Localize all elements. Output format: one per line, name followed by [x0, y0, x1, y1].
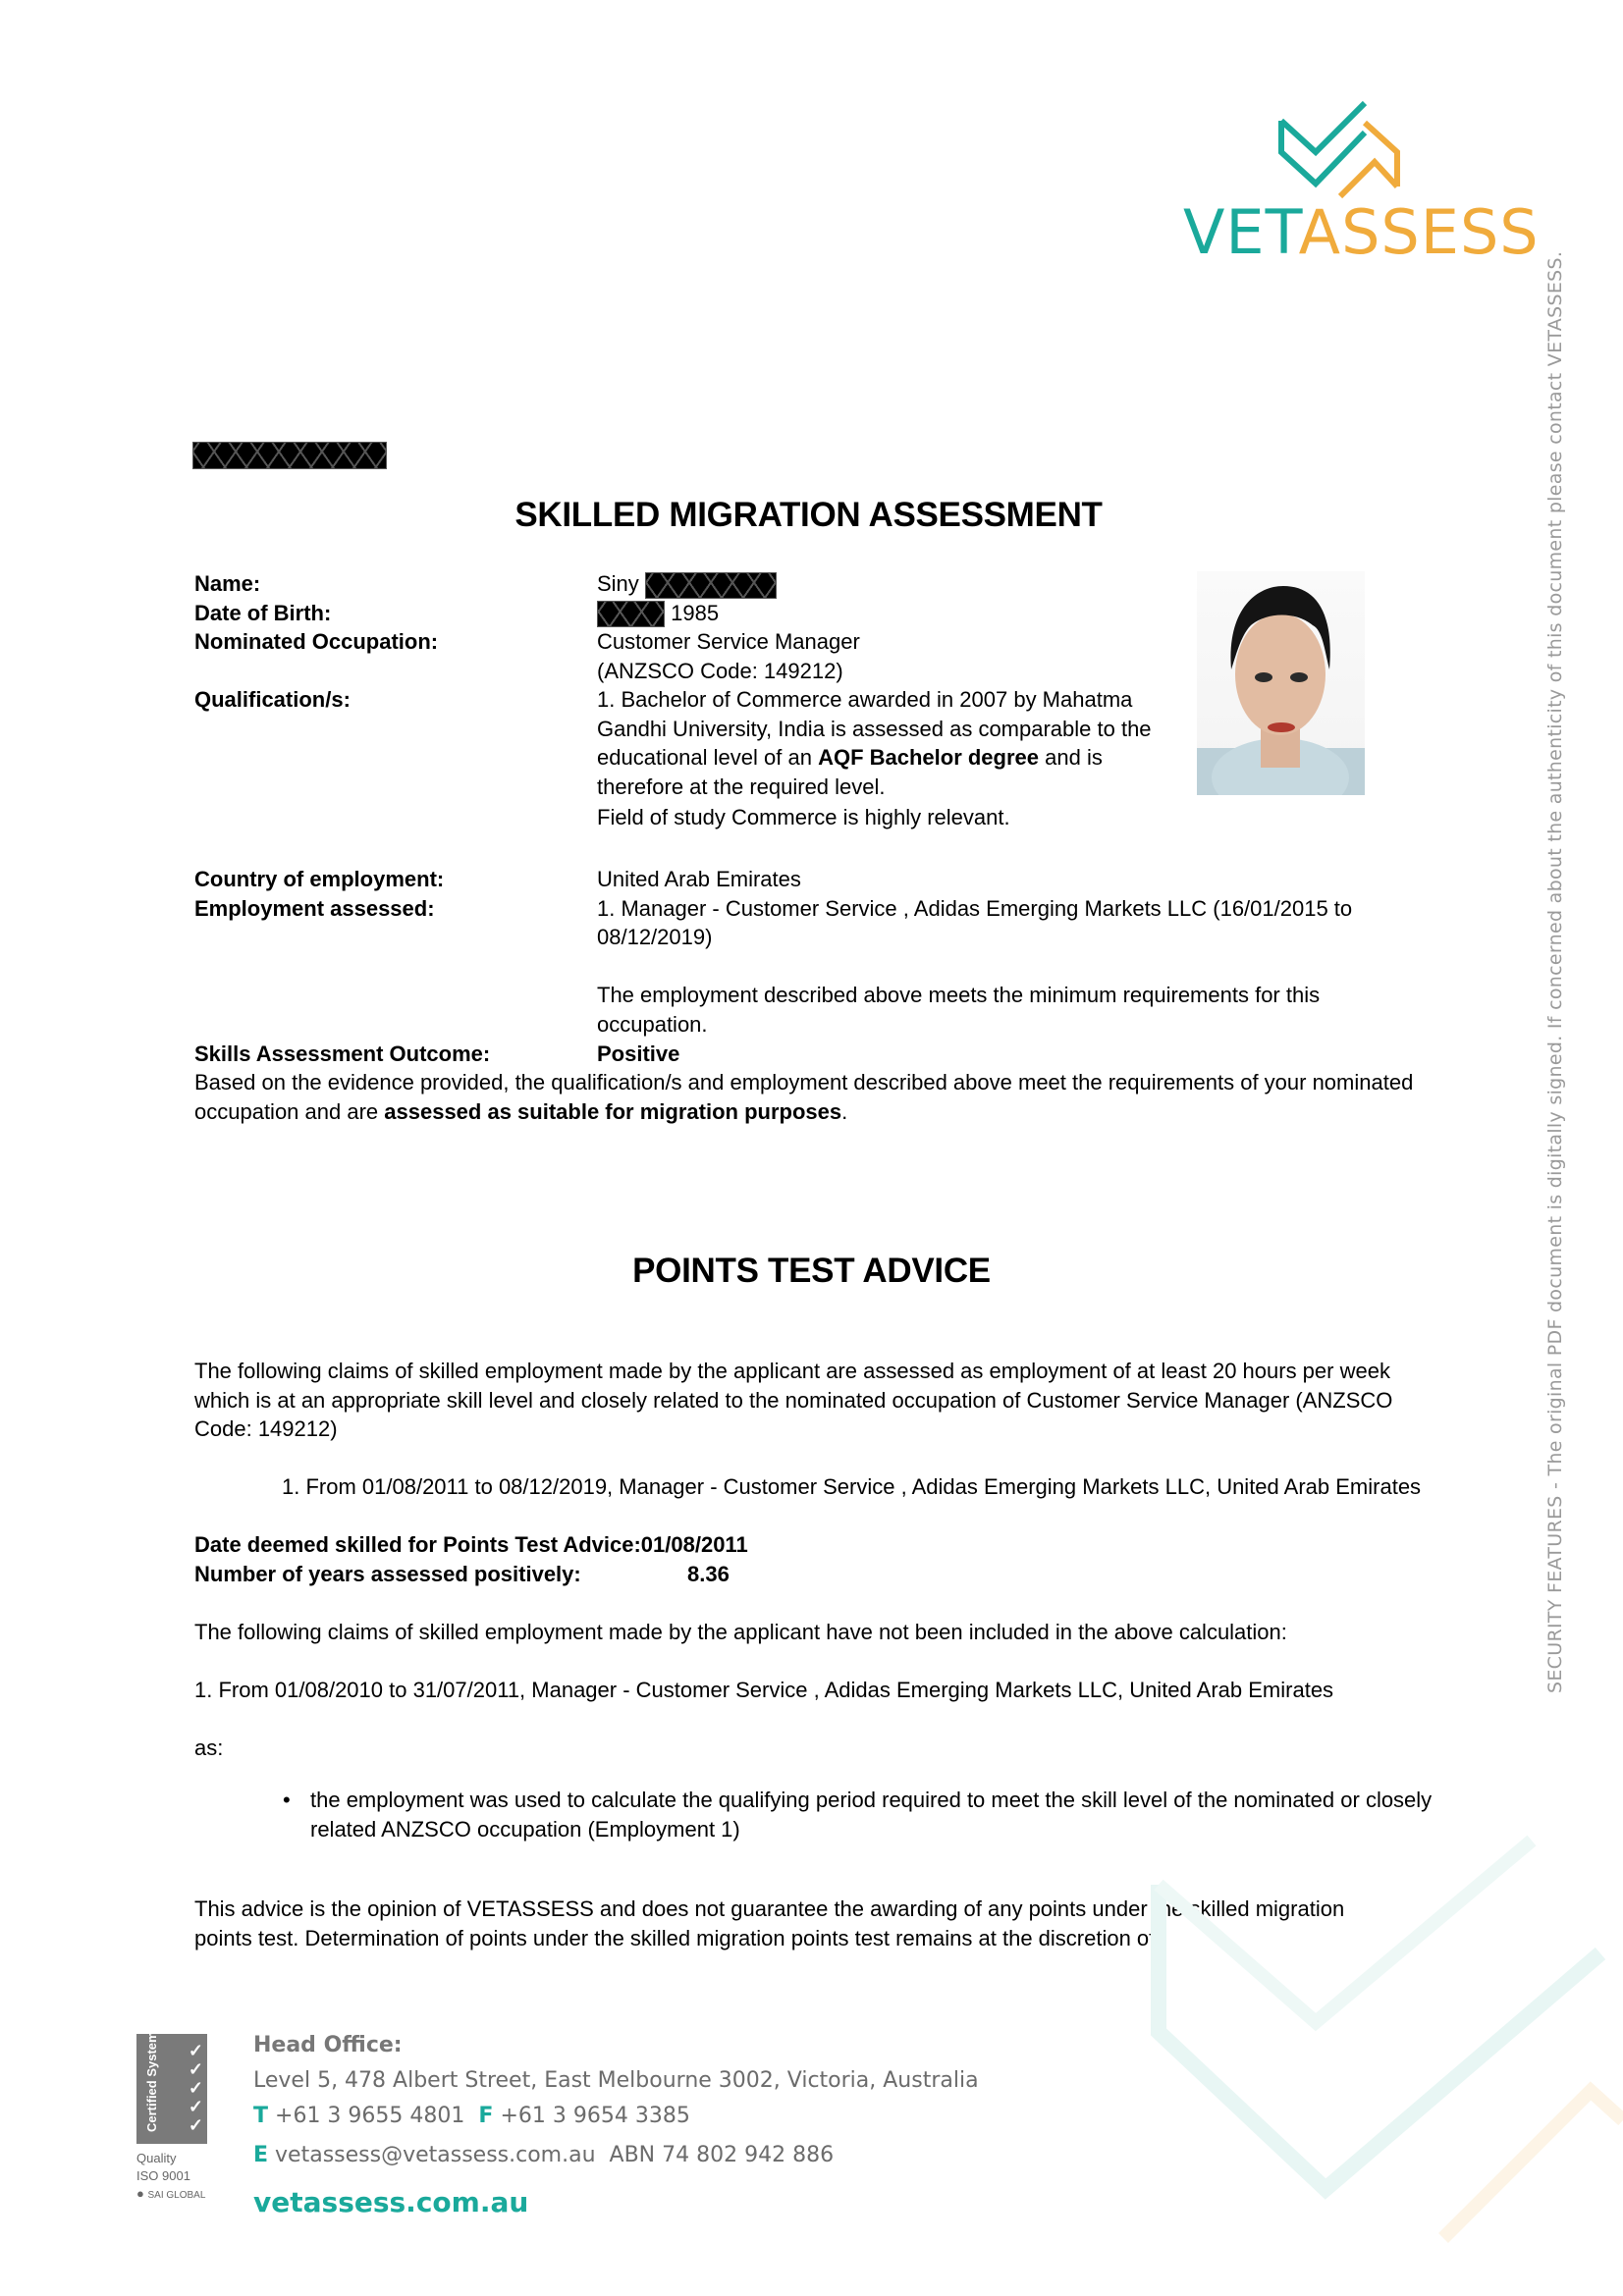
- points-date-value: 01/08/2011: [640, 1532, 748, 1557]
- logo-text-assess: ASSESS: [1298, 196, 1540, 268]
- cert-iso: ISO 9001: [136, 2168, 190, 2183]
- phone-prefix: T: [253, 2104, 269, 2128]
- qualification-text: 1. Bachelor of Commerce awarded in 2007 by Mahatma Gandhi University, India is assessed as comparable to the educational level of an: [597, 687, 1152, 770]
- employment-label: Employment assessed:: [194, 895, 435, 921]
- cert-org-text: SAI GLOBAL: [147, 2190, 206, 2201]
- email-prefix: E: [253, 2143, 269, 2167]
- head-office-label: Head Office:: [253, 2033, 403, 2057]
- outcome-bold: assessed as suitable for migration purposes: [384, 1098, 842, 1124]
- points-years-label: Number of years assessed positively:: [194, 1561, 581, 1586]
- occupation-code: (ANZSCO Code: 149212): [597, 658, 843, 683]
- points-reason-text: the employment was used to calculate the qualifying period required to meet the skill level of the nominated or closely related ANZSCO occupation (Employment 1): [310, 1788, 1433, 1842]
- redacted-dob: [597, 601, 665, 627]
- outcome-statement: [194, 1068, 1432, 1126]
- page-title: SKILLED MIGRATION ASSESSMENT: [514, 496, 1103, 534]
- name-label: Name:: [194, 571, 261, 596]
- employment-value: 1. Manager - Customer Service , Adidas Emerging Markets LLC (16/01/2015 to 08/12/2019): [597, 895, 1353, 949]
- footer-address: Level 5, 478 Albert Street, East Melbourne 3002, Victoria, Australia: [253, 2068, 979, 2093]
- dob-value: 1985: [671, 600, 720, 625]
- footer-phone: +61 3 9655 4801: [275, 2104, 465, 2128]
- check-marks-icon: ✓ ✓ ✓ ✓ ✓: [188, 2041, 203, 2135]
- qualification-label: Qualification/s:: [194, 687, 351, 712]
- fax-prefix: F: [478, 2104, 494, 2128]
- points-years-value: 8.36: [687, 1561, 730, 1586]
- points-years-row: [194, 1560, 1432, 1589]
- footer-email-row: [253, 2138, 979, 2173]
- points-title: POINTS TEST ADVICE: [632, 1252, 991, 1290]
- dob-label: Date of Birth:: [194, 600, 332, 625]
- qualification-text-end: and is therefore at the required level.: [597, 745, 1103, 799]
- occupation-value: Customer Service Manager: [597, 629, 860, 654]
- points-disclaimer: This advice is the opinion of VETASSESS and does not guarantee the awarding of any points under the skilled migration points test. Determination of points under the skilled migration points test remains at the discretion of: [194, 1896, 1345, 1950]
- occupation-label: Nominated Occupation:: [194, 629, 439, 654]
- field-country: [194, 865, 1422, 894]
- redacted-reference: [192, 442, 387, 469]
- footer-website[interactable]: vetassess.com.au: [253, 2186, 529, 2218]
- background-chevron-icon: [1129, 1816, 1623, 2296]
- field-outcome: [194, 1040, 1422, 1069]
- points-as-label: as:: [194, 1735, 224, 1760]
- employment-note: The employment described above meets the minimum requirements for this occupation.: [597, 983, 1321, 1037]
- cert-org: [136, 2185, 205, 2205]
- logo-chevron-icon: [1173, 93, 1546, 201]
- field-occupation: [194, 627, 1422, 685]
- field-of-study-text: Field of study Commerce is highly relevant.: [597, 805, 1010, 829]
- points-assessed-item: 1. From 01/08/2011 to 08/12/2019, Manager - Customer Service , Adidas Emerging Markets LLC, United Arab Emirates: [282, 1474, 1422, 1499]
- vetassess-logo: [1173, 93, 1546, 280]
- footer-abn: ABN 74 802 942 886: [609, 2143, 835, 2167]
- security-note: SECURITY FEATURES - The original PDF document is digitally signed. If concerned about the authenticity of this document please contact VETASSESS.: [1544, 250, 1566, 1693]
- country-value: United Arab Emirates: [597, 867, 801, 891]
- points-date-label: Date deemed skilled for Points Test Advice:: [194, 1532, 641, 1557]
- name-value: Siny: [597, 571, 639, 596]
- points-excluded-item: 1. From 01/08/2010 to 31/07/2011, Manager - Customer Service , Adidas Emerging Markets LLC, United Arab Emirates: [194, 1677, 1334, 1702]
- redacted-surname: [645, 572, 777, 599]
- footer-email[interactable]: vetassess@vetassess.com.au: [275, 2143, 596, 2167]
- field-name: [194, 569, 1422, 599]
- cert-system-text: Certified System: [144, 2031, 159, 2132]
- points-excluded-intro: The following claims of skilled employment made by the applicant have not been included in the above calculation:: [194, 1619, 1287, 1644]
- country-label: Country of employment:: [194, 867, 445, 891]
- outcome-text: Based on the evidence provided, the qualification/s and employment described above meet the requirements of your nominated occupation and are: [194, 1070, 1414, 1124]
- field-of-study: [194, 803, 1422, 865]
- field-dob: [194, 599, 1422, 628]
- qualification-aqf: AQF Bachelor degree: [818, 745, 1040, 770]
- outcome-value: Positive: [597, 1041, 680, 1066]
- outcome-label: Skills Assessment Outcome:: [194, 1041, 491, 1066]
- points-date-row: [194, 1530, 1432, 1560]
- footer-fax: +61 3 9654 3385: [500, 2104, 690, 2128]
- outcome-text-end: .: [841, 1098, 848, 1124]
- iso-certified-badge: [136, 2031, 207, 2144]
- cert-quality: Quality: [136, 2151, 177, 2165]
- field-qualification: [194, 685, 1422, 803]
- field-employment: [194, 894, 1422, 1040]
- points-intro: The following claims of skilled employment made by the applicant are assessed as employment of at least 20 hours per week which is at an appropriate skill level and closely related to the nominated occupation of Customer Service Manager (ANZSCO Code: 149212): [194, 1359, 1393, 1441]
- footer-phone-row: [253, 2099, 979, 2134]
- logo-text-vet: VET: [1183, 196, 1299, 268]
- bullet-icon: •: [283, 1788, 291, 1812]
- sai-globe-icon: ●: [136, 2186, 144, 2201]
